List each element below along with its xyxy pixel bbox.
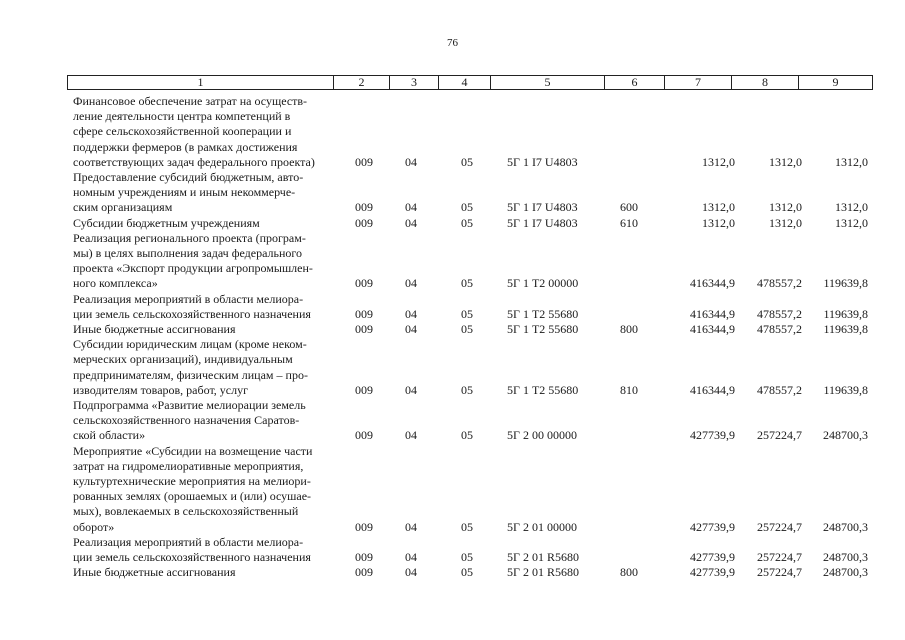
row-description: Иные бюджетные ассигнования	[73, 565, 236, 580]
cell-amount-col9: 119639,8	[823, 321, 868, 336]
header-col-1: 1	[68, 76, 334, 89]
cell-expense-type: 800	[620, 565, 638, 580]
header-col-4: 4	[439, 76, 491, 89]
table-row	[0, 444, 905, 535]
header-col-2: 2	[334, 76, 390, 89]
row-description: Предоставление субсидий бюджетным, авто- номным учреждениям и иным некоммерче- ским организациям	[73, 170, 304, 215]
table-row	[0, 170, 905, 216]
cell-amount-col9: 248700,3	[823, 549, 868, 564]
table-row	[0, 216, 905, 231]
cell-amount-col8: 1312,0	[769, 200, 802, 215]
cell-subsection: 05	[461, 200, 473, 215]
row-description: Мероприятие «Субсидии на возмещение части затрат на гидромелиоративные мероприятия, культуртехнические мероприятия на мелиори- рованных землях (орошаемых и (или) осушае- мых), вовлекаемых в сельскохозяйственный оборот»	[73, 443, 313, 534]
cell-amount-col9: 1312,0	[835, 215, 868, 230]
cell-subsection: 05	[461, 215, 473, 230]
cell-amount-col9: 119639,8	[823, 306, 868, 321]
cell-expense-type: 610	[620, 215, 638, 230]
cell-amount-col7: 1312,0	[702, 215, 735, 230]
cell-amount-col7: 416344,9	[690, 276, 735, 291]
cell-section: 04	[405, 154, 417, 169]
cell-target-article: 5Г 1 T2 00000	[507, 276, 579, 291]
cell-amount-col7: 427739,9	[690, 565, 735, 580]
cell-target-article: 5Г 2 01 R5680	[507, 565, 579, 580]
cell-subsection: 05	[461, 321, 473, 336]
cell-amount-col7: 427739,9	[690, 519, 735, 534]
cell-amount-col7: 416344,9	[690, 382, 735, 397]
cell-ministry-code: 009	[355, 200, 373, 215]
table-row	[0, 565, 905, 580]
cell-subsection: 05	[461, 549, 473, 564]
row-description: Субсидии юридическим лицам (кроме неком- мерческих организаций), индивидуальным предпринимателям, физическим лицам – про- изводителям товаров, работ, услуг	[73, 337, 308, 397]
cell-ministry-code: 009	[355, 549, 373, 564]
cell-expense-type: 810	[620, 382, 638, 397]
cell-target-article: 5Г 2 01 R5680	[507, 549, 579, 564]
cell-amount-col8: 257224,7	[757, 565, 802, 580]
cell-subsection: 05	[461, 565, 473, 580]
table-row	[0, 535, 905, 565]
cell-amount-col8: 478557,2	[757, 276, 802, 291]
cell-ministry-code: 009	[355, 428, 373, 443]
row-description: Подпрограмма «Развитие мелиорации земель сельскохозяйственного назначения Саратов- ской области»	[73, 397, 306, 443]
cell-section: 04	[405, 306, 417, 321]
cell-amount-col7: 416344,9	[690, 306, 735, 321]
cell-amount-col7: 416344,9	[690, 321, 735, 336]
cell-ministry-code: 009	[355, 215, 373, 230]
cell-amount-col7: 427739,9	[690, 428, 735, 443]
cell-subsection: 05	[461, 306, 473, 321]
cell-amount-col8: 478557,2	[757, 382, 802, 397]
table-row	[0, 292, 905, 322]
cell-amount-col9: 1312,0	[835, 154, 868, 169]
cell-section: 04	[405, 549, 417, 564]
cell-amount-col8: 257224,7	[757, 549, 802, 564]
cell-target-article: 5Г 2 01 00000	[507, 519, 577, 534]
row-description: Субсидии бюджетным учреждениям	[73, 215, 260, 230]
cell-amount-col9: 248700,3	[823, 519, 868, 534]
cell-subsection: 05	[461, 519, 473, 534]
row-description: Иные бюджетные ассигнования	[73, 321, 236, 336]
table-row	[0, 398, 905, 444]
cell-ministry-code: 009	[355, 565, 373, 580]
cell-ministry-code: 009	[355, 321, 373, 336]
header-col-5: 5	[491, 76, 605, 89]
cell-ministry-code: 009	[355, 519, 373, 534]
cell-ministry-code: 009	[355, 382, 373, 397]
cell-target-article: 5Г 1 I7 U4803	[507, 215, 578, 230]
cell-amount-col9: 1312,0	[835, 200, 868, 215]
header-col-9: 9	[832, 75, 839, 89]
table-row	[0, 94, 905, 170]
page-number: 76	[447, 37, 458, 49]
cell-target-article: 5Г 1 T2 55680	[507, 382, 579, 397]
cell-target-article: 5Г 1 T2 55680	[507, 321, 579, 336]
cell-section: 04	[405, 519, 417, 534]
row-description: Реализация мероприятий в области мелиора- ции земель сельскохозяйственного назначения	[73, 291, 311, 321]
cell-subsection: 05	[461, 428, 473, 443]
header-col-6: 6	[605, 76, 665, 89]
cell-amount-col8: 478557,2	[757, 306, 802, 321]
cell-amount-col8: 257224,7	[757, 519, 802, 534]
cell-target-article: 5Г 2 00 00000	[507, 428, 577, 443]
cell-section: 04	[405, 276, 417, 291]
cell-amount-col8: 1312,0	[769, 215, 802, 230]
cell-section: 04	[405, 215, 417, 230]
table-row	[0, 231, 905, 292]
cell-expense-type: 800	[620, 321, 638, 336]
table-row	[0, 322, 905, 337]
cell-subsection: 05	[461, 382, 473, 397]
cell-target-article: 5Г 1 I7 U4803	[507, 200, 578, 215]
row-description: Реализация регионального проекта (програм- мы) в целях выполнения задач федерального проекта «Экспорт продукции агропромышлен- ного комплекса»	[73, 230, 313, 291]
cell-ministry-code: 009	[355, 154, 373, 169]
cell-amount-col7: 1312,0	[702, 200, 735, 215]
header-col-8: 8	[732, 76, 799, 89]
cell-ministry-code: 009	[355, 306, 373, 321]
cell-amount-col9: 119639,8	[823, 276, 868, 291]
row-description: Финансовое обеспечение затрат на осуществ- ление деятельности центра компетенций в сфере сельскохозяйственной кооперации и поддержки фермеров (в рамках достижения соответствующих задач федерального проекта)	[73, 94, 315, 169]
cell-amount-col8: 1312,0	[769, 154, 802, 169]
table-header-row	[67, 75, 873, 90]
cell-amount-col8: 478557,2	[757, 321, 802, 336]
cell-expense-type: 600	[620, 200, 638, 215]
cell-target-article: 5Г 1 I7 U4803	[507, 154, 578, 169]
cell-subsection: 05	[461, 276, 473, 291]
cell-section: 04	[405, 382, 417, 397]
table-body	[0, 94, 905, 580]
table-row	[0, 337, 905, 398]
cell-amount-col9: 248700,3	[823, 565, 868, 580]
cell-ministry-code: 009	[355, 276, 373, 291]
cell-amount-col8: 257224,7	[757, 428, 802, 443]
header-col-7: 7	[665, 76, 732, 89]
cell-subsection: 05	[461, 154, 473, 169]
cell-amount-col7: 1312,0	[702, 154, 735, 169]
cell-section: 04	[405, 428, 417, 443]
cell-target-article: 5Г 1 T2 55680	[507, 306, 579, 321]
cell-section: 04	[405, 565, 417, 580]
cell-amount-col7: 427739,9	[690, 549, 735, 564]
row-description: Реализация мероприятий в области мелиора- ции земель сельскохозяйственного назначения	[73, 534, 311, 564]
header-col-3: 3	[390, 76, 439, 89]
cell-amount-col9: 248700,3	[823, 428, 868, 443]
cell-section: 04	[405, 321, 417, 336]
cell-amount-col9: 119639,8	[823, 382, 868, 397]
cell-section: 04	[405, 200, 417, 215]
